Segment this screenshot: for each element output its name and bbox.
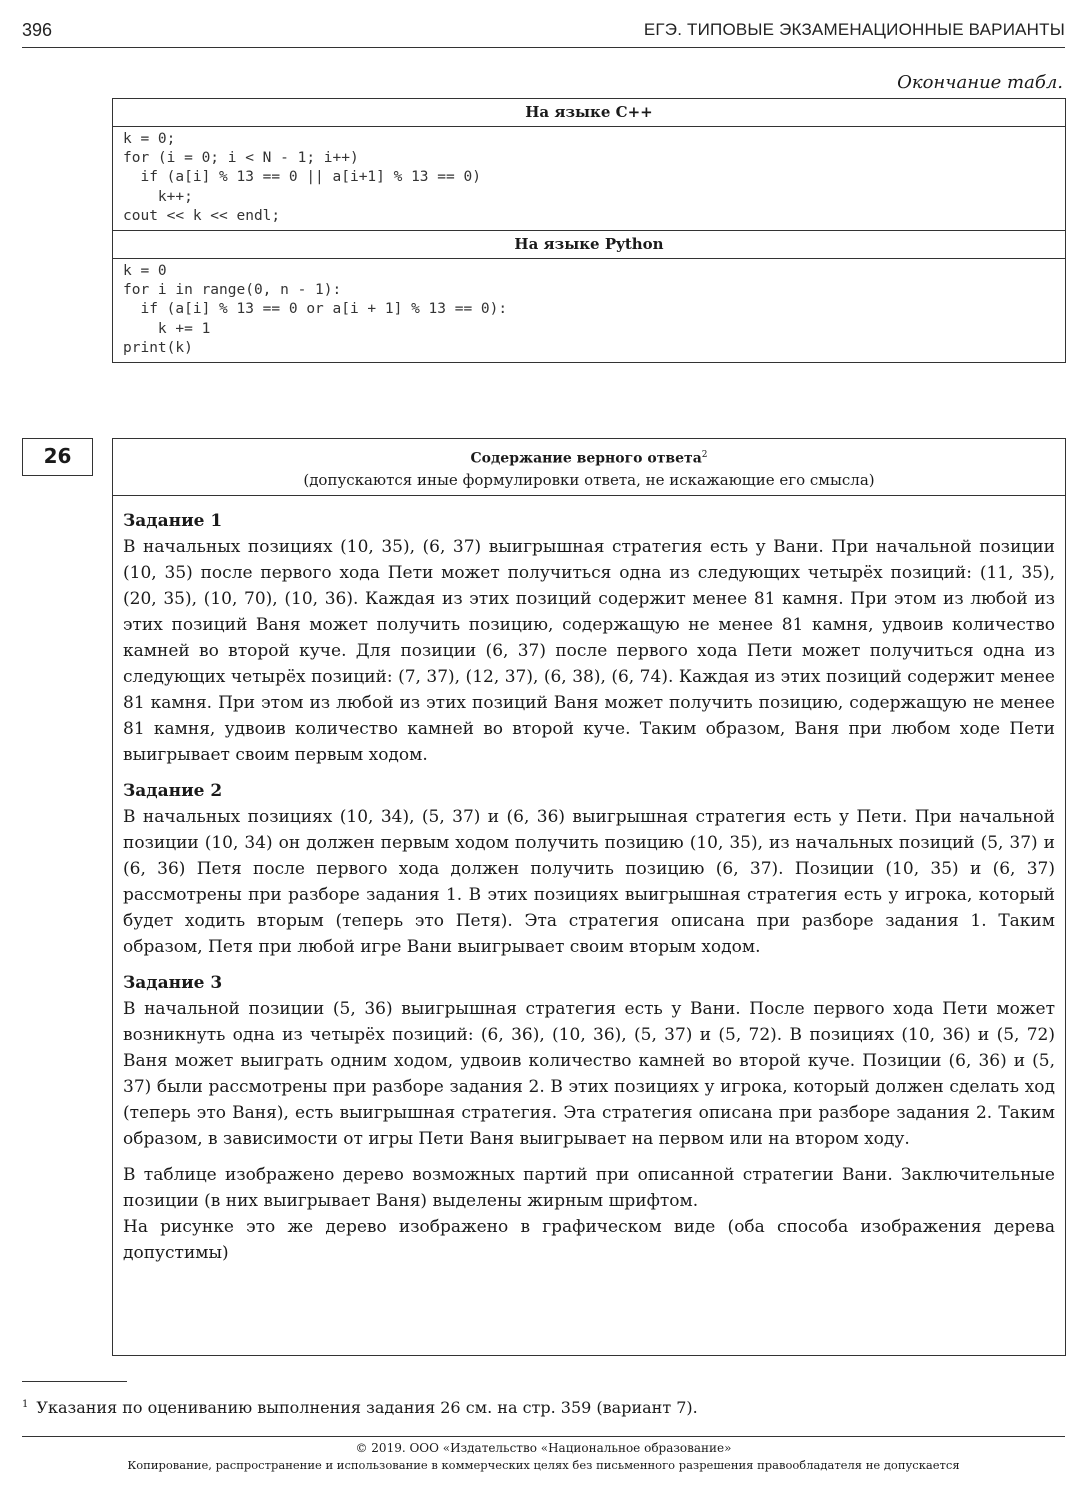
footnote: [22, 1398, 698, 1417]
section-title: Задание 2: [123, 781, 223, 801]
footnote-ref: 2: [701, 450, 708, 460]
task-section-3: [123, 970, 1055, 1152]
answer-box: [112, 438, 1066, 1356]
cpp-header: На языке С++: [113, 99, 1065, 127]
task-section-2: [123, 778, 1055, 960]
task-number-badge: 26: [22, 438, 93, 476]
answer-header: [113, 439, 1065, 496]
answer-header-title: Содержание верного ответа$^2$: [470, 450, 708, 467]
section-text: В начальных позициях (10, 35), (6, 37) выигрышная стратегия есть у Вани. При начальной позиции (10, 35) после первого хода Пети может получиться одна из следующих четырёх позиций: (11, 35), (20, 35), (10, 70), (10, 36). Каждая из этих позиций содержит менее 81 камня. При этом из любой из этих позиций Ваня может получить позицию, содержащую не менее 81 камня, удвоив количество камней во второй куче. Для позиции (6, 37) после первого хода Пети может получиться одна из следующих четырёх позиций: (7, 37), (12, 37), (6, 38), (6, 74). Каждая из этих позиций содержит менее 81 камня. При этом из любой из этих позиций Ваня может получить позицию, содержащую не менее 81 камня, удвоив количество камней во второй куче. Таким образом, Ваня при любом ходе Пети выигрывает своим первым ходом.: [123, 537, 1055, 765]
answer-header-subtitle: (допускаются иные формулировки ответа, не искажающие его смысла): [303, 470, 875, 489]
running-header-title: ЕГЭ. ТИПОВЫЕ ЭКЗАМЕНАЦИОННЫЕ ВАРИАНТЫ: [643, 20, 1065, 39]
footnote-rule: [22, 1381, 127, 1382]
footnote-text: Указания по оцениванию выполнения задания 26 см. на стр. 359 (вариант 7).: [36, 1398, 698, 1417]
section-text: В начальной позиции (5, 36) выигрышная стратегия есть у Вани. После первого хода Пети может возникнуть одна из четырёх позиций: (6, 36), (10, 36), (5, 37) и (5, 72). В позициях (10, 36) и (5, 72) Ваня может выиграть одним ходом, удвоив количество камней во второй куче. Позиции (6, 36) и (5, 37) были рассмотрены при разборе задания 2. В этих позициях у игрока, который должен сделать ход (теперь это Ваня), есть выигрышная стратегия. Эта стратегия описана при разборе задания 2. Таким образом, в зависимости от игры Пети Ваня выигрывает на первом или на втором ходу.: [123, 999, 1055, 1149]
footer-notice: Копирование, распространение и использование в коммерческих целях без письменного разрешения правообладателя не допускается: [127, 1458, 960, 1472]
python-code-block: k = 0 for i in range(0, n - 1): if (a[i] % 13 == 0 or a[i + 1] % 13 == 0): k += 1 print(k): [123, 263, 508, 356]
section-title: Задание 1: [123, 511, 223, 531]
page-number: 396: [22, 20, 53, 40]
python-header: На языке Python: [113, 231, 1065, 259]
table-continuation-label: Окончание табл.: [897, 72, 1063, 93]
closing-para-1: В таблице изображено дерево возможных партий при описанной стратегии Вани. Заключительные позиции (в них выигрывает Ваня) выделены жирным шрифтом.: [123, 1165, 1055, 1211]
footer-copyright: © 2019. ООО «Издательство «Национальное образование»: [355, 1441, 732, 1455]
footer-rule: [22, 1436, 1065, 1437]
footnote-marker: 1: [22, 1398, 29, 1410]
header-rule: [22, 47, 1065, 48]
cpp-code-block: k = 0; for (i = 0; i < N - 1; i++) if (a[i] % 13 == 0 || a[i+1] % 13 == 0) k++; cout << k << endl;: [113, 127, 1065, 231]
code-table: [112, 98, 1066, 363]
closing-paragraphs: [123, 1162, 1055, 1266]
answer-body: [113, 496, 1065, 1266]
section-title: Задание 3: [123, 973, 223, 993]
section-text: В начальных позициях (10, 34), (5, 37) и (6, 36) выигрышная стратегия есть у Пети. При начальной позиции (10, 34) он должен первым ходом получить позицию (10, 35), из начальных позиций (5, 37) и (6, 36) Петя после первого хода должен получить позицию (6, 37). Позиции (10, 35) и (6, 37) рассмотрены при разборе задания 1. В этих позициях выигрышная стратегия есть у игрока, который будет ходить вторым (теперь это Петя). Эта стратегия описана при разборе задания 1. Таким образом, Петя при любой игре Вани выигрывает своим вторым ходом.: [123, 807, 1055, 957]
closing-para-2: На рисунке это же дерево изображено в графическом виде (оба способа изображения дерева допустимы): [123, 1217, 1055, 1263]
task-section-1: [123, 508, 1055, 768]
